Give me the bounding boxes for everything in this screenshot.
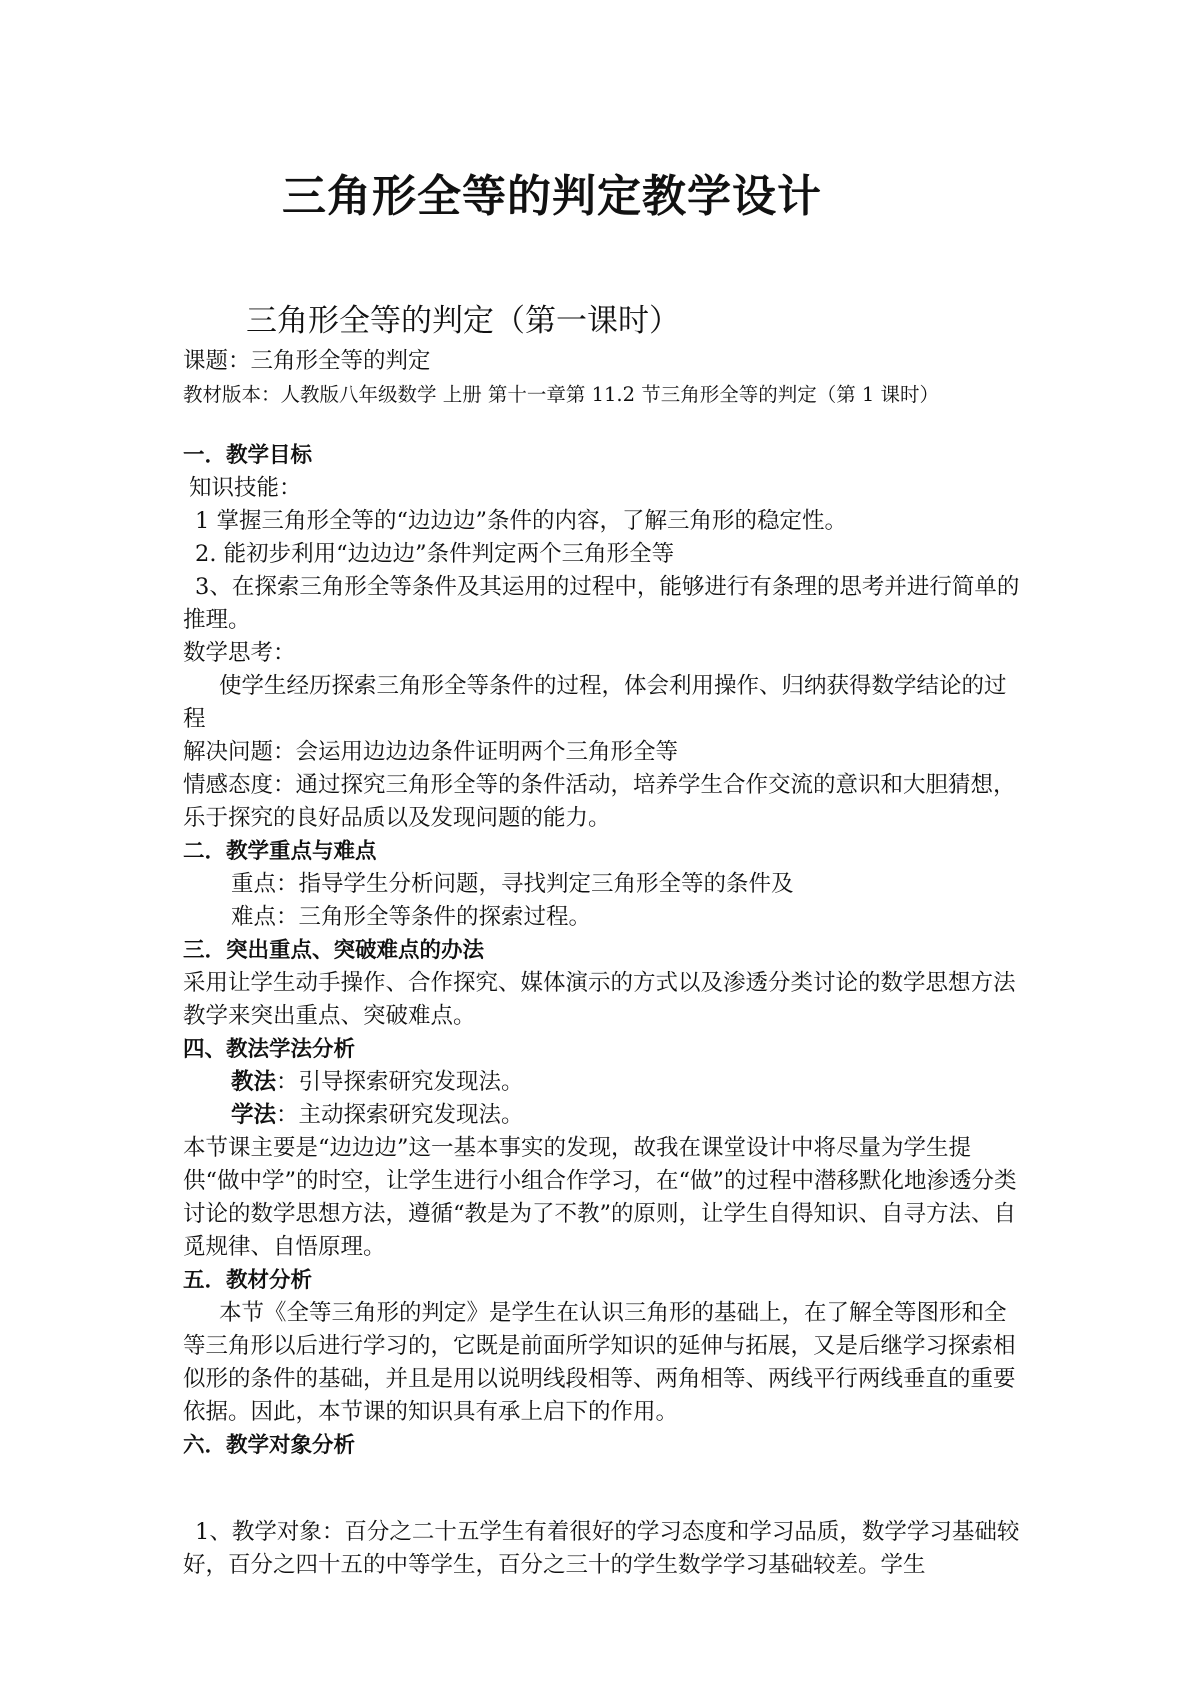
learning-method-text: ：主动探索研究发现法。 <box>276 1102 524 1128</box>
teaching-analysis-text: 本节课主要是“边边边”这一基本事实的发现，故我在课堂设计中将尽量为学生提供“做中学”的时空，让学生进行小组合作学习，在“做”的过程中潜移默化地渗透分类讨论的数学思想方法，遵循“教是为了不教”的原则，让学生自得知识、自寻方法、自觅规律、自悟原理。 <box>183 1135 1017 1260</box>
teaching-method-line <box>183 1066 1023 1099</box>
section-heading-student-analysis: 六．教学对象分析 <box>183 1433 356 1458</box>
student-analysis-text: 1、教学对象：百分之二十五学生有着很好的学习态度和学习品质，数学学习基础较好，百分之四十五的中等学生，百分之三十的学生数学学习基础较差。学生 <box>183 1519 1020 1578</box>
textbook-analysis-text: 本节《全等三角形的判定》是学生在认识三角形的基础上，在了解全等图形和全等三角形以后进行学习的，它既是前面所学知识的延伸与拓展，又是后继学习探索相似形的条件的基础，并且是用以说明线段相等、两角相等、两线平行两线垂直的重要依据。因此，本节课的知识具有承上启下的作用。 <box>183 1300 1016 1425</box>
methods-text: 采用让学生动手操作、合作探究、媒体演示的方式以及渗透分类讨论的数学思想方法教学来突出重点、突破难点。 <box>183 970 1016 1029</box>
textbook-line: 教材版本：人教版八年级数学 上册 第十一章第 11.2 节三角形全等的判定（第 1 课时） <box>183 383 940 406</box>
document-body <box>183 345 1023 1582</box>
knowledge-item-3: 3、在探索三角形全等条件及其运用的过程中，能够进行有条理的思考并进行简单的推理。 <box>183 574 1020 633</box>
knowledge-item-2: 2. 能初步利用“边边边”条件判定两个三角形全等 <box>195 541 675 567</box>
learning-method-label: 学法 <box>231 1102 277 1128</box>
document-title: 三角形全等的判定教学设计 <box>282 171 822 222</box>
teaching-method-text: ：引导探索研究发现法。 <box>276 1069 524 1095</box>
thinking-text: 使学生经历探索三角形全等条件的过程，体会利用操作、归纳获得数学结论的过程 <box>183 673 1007 732</box>
emotion-attitude-text: 情感态度：通过探究三角形全等的条件活动，培养学生合作交流的意识和大胆猜想，乐于探究的良好品质以及发现问题的能力。 <box>183 772 1016 831</box>
difficulty-text: 难点：三角形全等条件的探索过程。 <box>231 904 592 930</box>
section-heading-key-points: 二．教学重点与难点 <box>183 839 377 864</box>
topic-line: 课题：三角形全等的判定 <box>183 348 431 374</box>
section-heading-teaching-analysis: 四、教法学法分析 <box>183 1037 356 1062</box>
knowledge-label: 知识技能： <box>189 475 302 501</box>
section-heading-methods: 三．突出重点、突破难点的办法 <box>183 938 485 963</box>
learning-method-line <box>183 1099 1023 1132</box>
thinking-label: 数学思考： <box>183 640 296 666</box>
knowledge-item-1: 1 掌握三角形全等的“边边边”条件的内容，了解三角形的稳定性。 <box>195 508 847 534</box>
problem-solving-text: 解决问题：会运用边边边条件证明两个三角形全等 <box>183 739 679 765</box>
teaching-method-label: 教法 <box>231 1069 277 1095</box>
document-subtitle: 三角形全等的判定（第一课时） <box>246 303 680 339</box>
key-point-text: 重点：指导学生分析问题，寻找判定三角形全等的条件及 <box>231 871 794 897</box>
section-heading-textbook-analysis: 五．教材分析 <box>183 1268 313 1293</box>
section-heading-objectives: 一．教学目标 <box>183 443 313 468</box>
